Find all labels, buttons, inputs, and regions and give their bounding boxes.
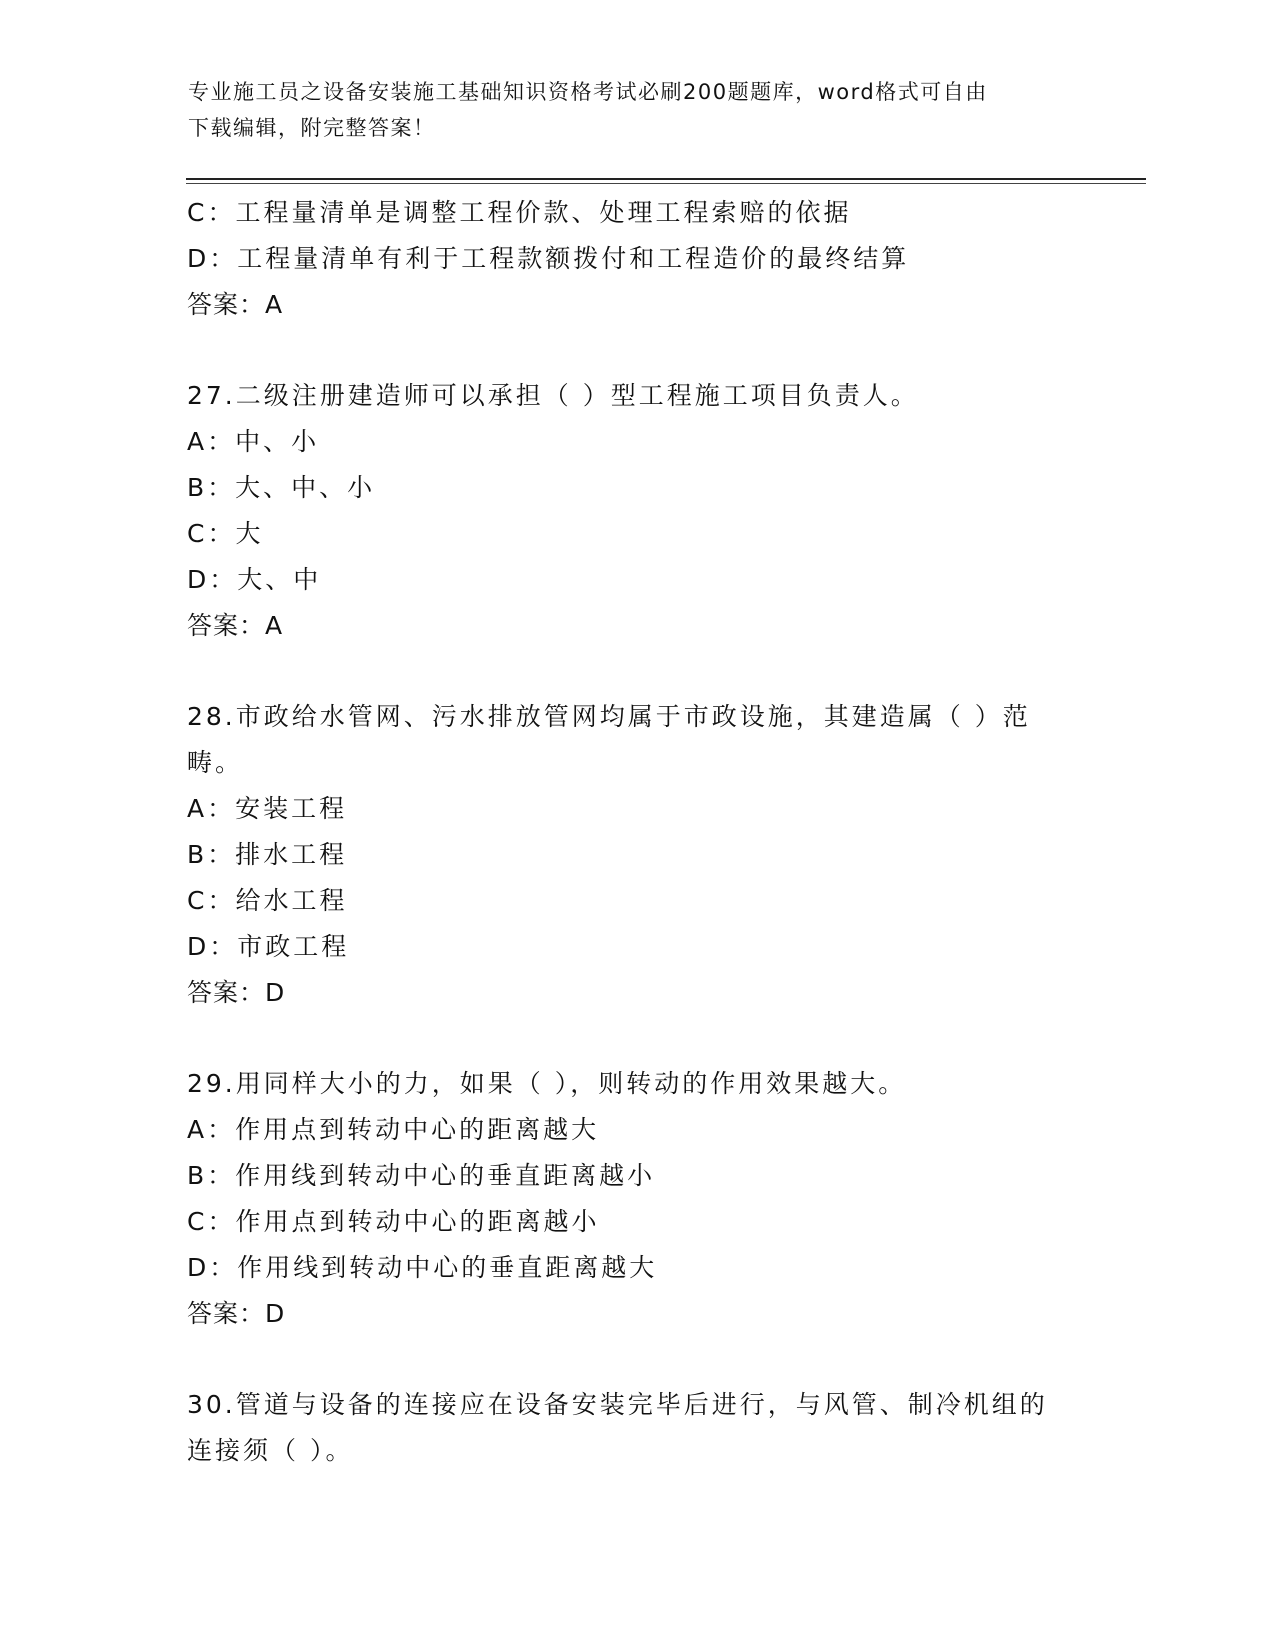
option-b: B：大、中、小 [187, 473, 376, 502]
option-c: C：工程量清单是调整工程价款、处理工程索赔的依据 [187, 198, 852, 227]
option-a: A：安装工程 [187, 794, 348, 823]
question-text: 30.管道与设备的连接应在设备安装完毕后进行，与风管、制冷机组的 [187, 1390, 1048, 1419]
option-a: A：中、小 [187, 427, 320, 456]
question-text-continued: 畴。 [187, 748, 244, 777]
question-block [187, 1382, 1087, 1474]
document-header [188, 74, 1078, 146]
question-block [187, 190, 1087, 328]
option-d: D：市政工程 [187, 932, 350, 961]
question-text-continued: 连接须（ ）。 [187, 1436, 354, 1465]
option-c: C：给水工程 [187, 886, 348, 915]
option-c: C：作用点到转动中心的距离越小 [187, 1207, 600, 1236]
header-rule [186, 178, 1146, 180]
answer-text: 答案：D [187, 1299, 286, 1328]
answer-text: 答案：A [187, 290, 284, 319]
question-text: 28.市政给水管网、污水排放管网均属于市政设施，其建造属（ ）范 [187, 702, 1031, 731]
question-list [187, 190, 1087, 1474]
answer-text: 答案：D [187, 978, 286, 1007]
option-d: D：大、中 [187, 565, 322, 594]
question-block [187, 1061, 1087, 1337]
option-a: A：作用点到转动中心的距离越大 [187, 1115, 600, 1144]
header-line-1: 专业施工员之设备安装施工基础知识资格考试必刷200题题库，word格式可自由 [188, 80, 988, 104]
option-d: D：工程量清单有利于工程款额拨付和工程造价的最终结算 [187, 244, 910, 273]
option-b: B：作用线到转动中心的垂直距离越小 [187, 1161, 656, 1190]
option-c: C：大 [187, 519, 264, 548]
option-b: B：排水工程 [187, 840, 348, 869]
question-text: 29.用同样大小的力，如果（ ），则转动的作用效果越大。 [187, 1069, 907, 1098]
option-d: D：作用线到转动中心的垂直距离越大 [187, 1253, 658, 1282]
answer-text: 答案：A [187, 611, 284, 640]
question-block [187, 694, 1087, 1016]
question-block [187, 373, 1087, 649]
question-text: 27.二级注册建造师可以承担（ ）型工程施工项目负责人。 [187, 381, 919, 410]
header-rule-thin [186, 183, 1146, 184]
header-line-2: 下载编辑，附完整答案！ [188, 116, 436, 140]
